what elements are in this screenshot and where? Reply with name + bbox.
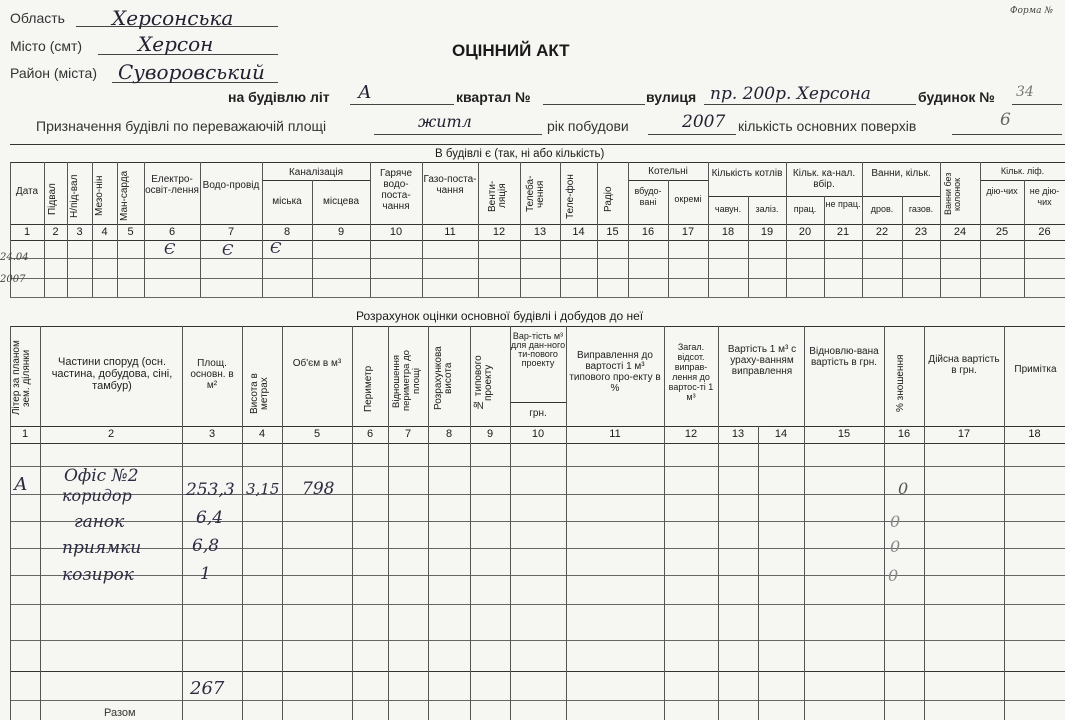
table2-colnum: 10: [531, 428, 545, 440]
col-kanalizatsia: Каналізація: [288, 167, 344, 178]
table2-colnum: 9: [486, 428, 494, 440]
col-typovyi: № типового проекту: [473, 355, 494, 411]
table1-colnum: 2: [52, 226, 59, 238]
col-drov: дров.: [870, 204, 894, 214]
col-zagal: Загал. відсот. виправ-лення до вартос-ті 1 м³: [668, 342, 714, 402]
col-venty: Венти-ляція: [487, 180, 508, 212]
col-zaliz: заліз.: [755, 204, 779, 214]
col-radio: Радіо: [603, 186, 614, 212]
col-chavun: чавун.: [714, 204, 742, 214]
col-vartist-typ: Вар-тість м³ для дан-ного ти-пового проекту: [510, 331, 566, 368]
row2-name: ганок: [74, 512, 125, 532]
table2-colnum: 18: [1028, 428, 1041, 440]
oblast-label: Область: [10, 10, 65, 26]
misto-value: Херсон: [138, 32, 214, 56]
col-mistseva: місцева: [322, 196, 360, 207]
table1-colnum: 11: [444, 226, 456, 238]
row1-volume: 798: [302, 479, 335, 499]
col-gariache: Гаряче водо-поста-чання: [379, 168, 413, 212]
col-vartist-1m: Вартість 1 м³ с ураху-ванням виправлення: [727, 344, 797, 377]
table2-colnum: 2: [107, 428, 115, 440]
table2-colnum: 5: [313, 428, 321, 440]
col-mansarda: Ман-сарда: [119, 170, 130, 222]
col-gazo: Газо-поста-чання: [423, 174, 477, 196]
table1-colnum: 26: [1038, 226, 1051, 238]
col-kilk-lif: Кільк. ліф.: [1000, 166, 1045, 176]
row1-height: 3,15: [246, 480, 280, 498]
col-rozrakh-vysota: Розрахункова висота: [433, 346, 454, 410]
table1-colnum: 24: [953, 226, 967, 238]
row2-area: 6,4: [196, 508, 224, 528]
oblast-value: Херсонська: [112, 6, 234, 30]
table1-title: В будівлі є (так, ні або кількість): [435, 148, 605, 160]
table2-colnum: 11: [609, 428, 621, 440]
mark-elektro: Є: [164, 240, 176, 258]
table1-colnum: 1: [23, 226, 31, 238]
col-vodoprovid: Водо-провід: [202, 180, 260, 191]
row1-date: 24.04: [0, 252, 29, 263]
col-n-pidval: Н/під-вал: [69, 174, 80, 218]
rayon-label: Район (міста): [10, 65, 97, 81]
table1-colnum: 19: [760, 226, 774, 238]
building-value: А: [358, 82, 372, 103]
table2-title: Розрахунок оцінки основної будівлі і добудов до неї: [356, 309, 644, 323]
kvartal-label: квартал №: [456, 89, 531, 105]
page-title: ОЦІННИЙ АКТ: [452, 41, 570, 60]
table2-colnum: 17: [957, 428, 971, 440]
table1-colnum: 5: [127, 226, 134, 238]
table1-colnum: 7: [227, 226, 235, 238]
col-kilk-kotliv: Кількість котлів: [711, 168, 783, 179]
table1-colnum: 12: [492, 226, 506, 238]
table1-colnum: 4: [101, 226, 108, 238]
table2-colnum: 1: [21, 428, 29, 440]
col-prymitka: Примітка: [1014, 364, 1057, 375]
rik-value: 2007: [682, 112, 726, 132]
col-telefon: Теле-фон: [565, 174, 576, 220]
col-kilk-kanal: Кільк. ка-нал. вбір.: [792, 168, 856, 190]
col-vidnovl: Відновлю-вана вартість в грн.: [809, 346, 879, 368]
table2-colnum: 4: [258, 428, 266, 440]
table1-colnum: 21: [836, 226, 850, 238]
row4-area: 1: [200, 564, 211, 584]
mark-vodoprovid: Є: [222, 241, 234, 259]
table1-colnum: 17: [681, 226, 695, 238]
table1-colnum: 13: [533, 226, 547, 238]
misto-label: Місто (смт): [10, 38, 83, 54]
col-ne-diiuchykh: не дію-чих: [1029, 186, 1060, 207]
pryznachennia-label: Призначення будівлі по переважаючій площі: [36, 118, 327, 134]
col-vbudovani: вбудо-вані: [634, 186, 662, 207]
row3-wear: 0: [890, 537, 901, 556]
table2-colnum: 14: [774, 428, 788, 440]
table2-colnum: 13: [731, 428, 745, 440]
col-data: Дата: [15, 186, 39, 197]
row1-name2: коридор: [62, 486, 132, 505]
vulytsia-label: вулиця: [646, 89, 697, 105]
form-number: Форма №: [1010, 6, 1053, 16]
col-vypravlennia: Виправлення до вартості 1 м³ типового про-екту в %: [569, 350, 661, 394]
row4-name: козирок: [62, 565, 134, 585]
table1-colnum: 14: [572, 226, 585, 238]
rayon-value: Суворовський: [118, 60, 265, 84]
table1-colnum: 3: [76, 226, 83, 238]
table1-colnum: 15: [606, 226, 619, 238]
building-label: на будівлю літ: [228, 89, 330, 105]
table1-colnum: 18: [721, 226, 735, 238]
table2-colnum: 7: [404, 428, 412, 440]
total-area: 267: [190, 678, 225, 699]
col-gazov: газов.: [908, 204, 934, 214]
col-kotelni: Котельні: [648, 166, 688, 177]
poverkhiv-label: кількість основних поверхів: [738, 118, 917, 134]
col-chastyny: Частини споруд (осн. частина, добудова, сіні, тамбур): [51, 356, 173, 392]
vulytsia-value: пр. 200р. Херсона: [710, 84, 871, 104]
poverkhiv-value: 6: [1000, 110, 1011, 130]
col-telebach: Телеба-чення: [525, 175, 546, 213]
table1-colnum: 6: [168, 226, 176, 238]
table1-colnum: 22: [875, 226, 889, 238]
col-perymetr: Периметр: [363, 365, 374, 413]
col-okremi: окремі: [674, 194, 702, 204]
table2-colnum: 15: [837, 428, 851, 440]
row3-name: приямки: [62, 538, 142, 558]
col-vysota: Висота в метрах: [249, 373, 270, 415]
col-vidnoshennia: Відношення периметра до площі: [391, 350, 422, 412]
table2-colnum: 3: [208, 428, 216, 440]
razom-label: Разом: [104, 707, 136, 719]
table2-colnum: 16: [897, 428, 911, 440]
table2-colnum: 8: [445, 428, 453, 440]
row1-wear: 0: [898, 479, 909, 498]
col-ne-prats: не прац.: [825, 199, 861, 209]
budynok-label: будинок №: [918, 89, 995, 105]
col-diiuchykh: дію-чих: [986, 186, 1018, 196]
table1-colnum: 20: [798, 226, 812, 238]
rik-label: рік побудови: [547, 118, 629, 134]
budynok-value: 34: [1016, 84, 1034, 100]
col-obiem: Об'єм в м³: [292, 358, 342, 369]
table1-colnum: 9: [337, 226, 345, 238]
table1-colnum: 10: [389, 226, 403, 238]
row2-date: 2007: [0, 274, 26, 285]
col-vanny: Ванни, кільк.: [871, 168, 931, 179]
col-prats: прац.: [793, 204, 817, 214]
col-vanny-bez: Ванни без колонок: [943, 172, 962, 216]
col-diisna: Дійсна вартість в грн.: [928, 354, 1000, 376]
col-pidval: Підвал: [47, 183, 58, 215]
table1-colnum: 16: [641, 226, 655, 238]
table1-colnum: 25: [995, 226, 1009, 238]
row2-wear: 0: [890, 512, 901, 531]
row1-area: 253,3: [186, 480, 235, 500]
col-ploshcha: Площ. основн. в м²: [190, 358, 234, 391]
col-elektro: Електро-освіт-лення: [145, 174, 199, 196]
table2-colnum: 12: [684, 428, 698, 440]
row4-wear: 0: [888, 566, 899, 585]
col-miska: міська: [272, 196, 302, 207]
table1-colnum: 8: [283, 226, 291, 238]
mark-kanal-miska: Є: [270, 239, 282, 257]
col-grn: грн.: [529, 408, 547, 419]
row3-area: 6,8: [192, 536, 220, 556]
col-mezonin: Мезо-нін: [94, 175, 105, 217]
table2-colnum: 6: [366, 428, 374, 440]
table1-colnum: 23: [914, 226, 928, 238]
row1-liter: А: [14, 474, 28, 495]
col-znoshennia: % зношення: [895, 354, 906, 412]
pryznachennia-value: житл: [418, 112, 472, 131]
col-liter: Літер за планом зем. ділянки: [11, 340, 32, 416]
row1-name: Офіс №2: [64, 466, 139, 486]
